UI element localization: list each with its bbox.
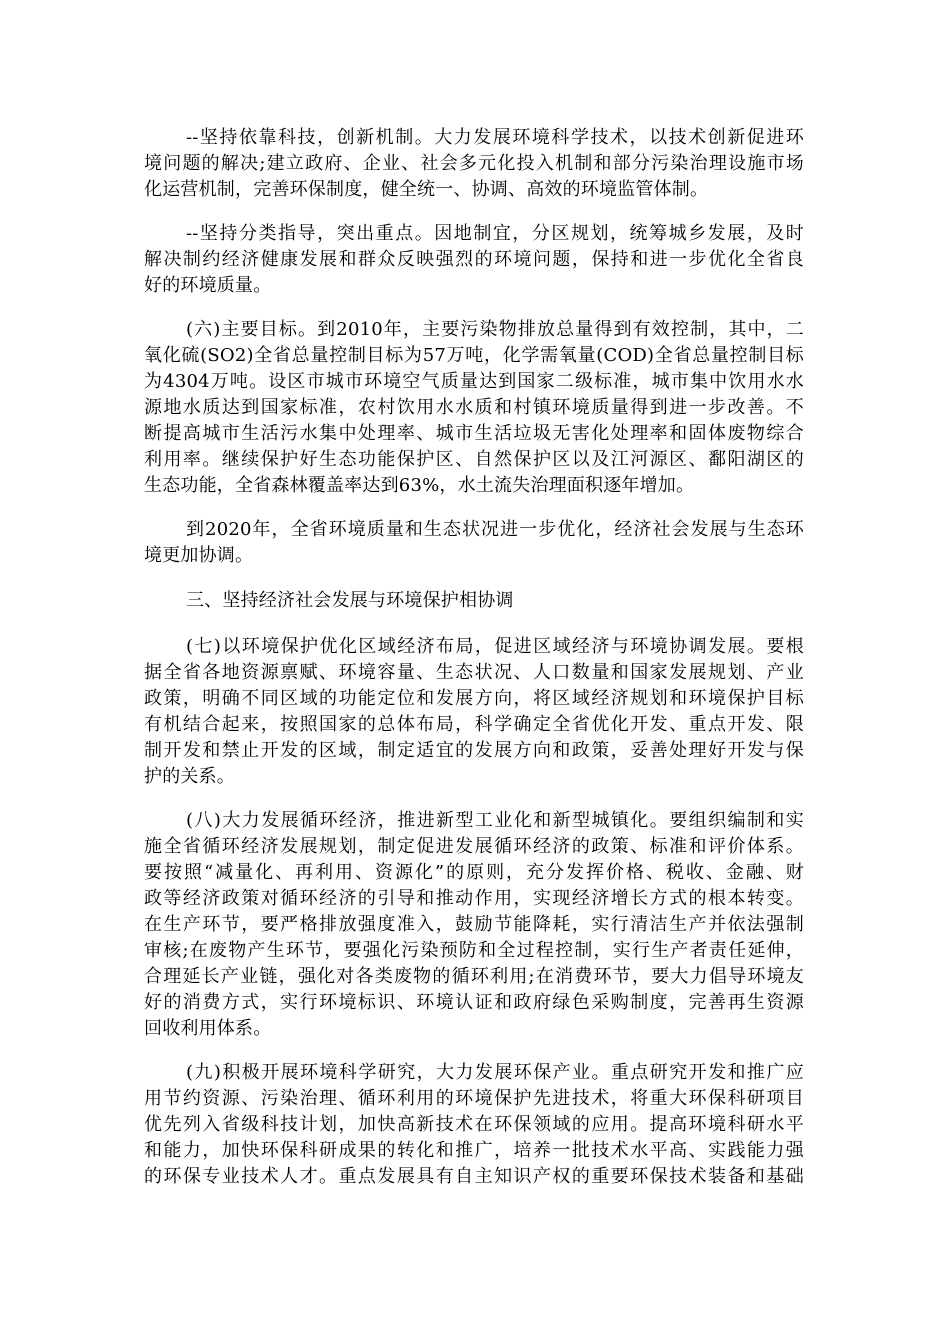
text-line: 在生产环节，要严格排放强度准入，鼓励节能降耗，实行清洁生产并依法强制: [144, 914, 804, 935]
text-line: 用节约资源、污染治理、循环利用的环境保护先进技术，将重大环保科研项目: [144, 1088, 804, 1109]
paragraph-classified-guidance: [144, 221, 804, 299]
text-line: 政策，明确不同区域的功能定位和发展方向，将区域经济规划和环境保护目标: [144, 688, 804, 709]
text-line: --坚持依靠科技，创新机制。大力发展环境科学技术，以技术创新促进环: [186, 127, 804, 148]
text-line: 断提高城市生活污水集中处理率、城市生活垃圾无害化处理率和固体废物综合: [144, 423, 804, 444]
section-title: 三、坚持经济社会发展与环境保护相协调: [186, 590, 514, 611]
text-line: 护的关系。: [144, 766, 235, 787]
text-line: 要按照“减量化、再利用、资源化”的原则，充分发挥价格、税收、金融、财: [144, 862, 804, 883]
text-line: (九)积极开展环境科学研究，大力发展环保产业。重点研究开发和推广应: [186, 1062, 804, 1083]
text-line: --坚持分类指导，突出重点。因地制宜，分区规划，统筹城乡发展，及时: [186, 223, 804, 244]
text-line: 解决制约经济健康发展和群众反映强烈的环境问题，保持和进一步优化全省良: [144, 249, 804, 270]
text-line: 境问题的解决;建立政府、企业、社会多元化投入机制和部分污染治理设施市场: [144, 153, 804, 174]
text-line: (八)大力发展循环经济，推进新型工业化和新型城镇化。要组织编制和实: [186, 810, 804, 831]
text-line: 好的消费方式，实行环境标识、环境认证和政府绿色采购制度，完善再生资源: [144, 992, 804, 1013]
text-line: 为4304万吨。设区市城市环境空气质量达到国家二级标准，城市集中饮用水水: [144, 371, 804, 392]
text-line: 的环保专业技术人才。重点发展具有自主知识产权的重要环保技术装备和基础: [144, 1166, 804, 1187]
text-line: 回收利用体系。: [144, 1018, 272, 1039]
paragraph-circular-economy: [144, 808, 804, 1042]
section-heading-3: [144, 588, 804, 614]
text-line: 有机结合起来，按照国家的总体布局，科学确定全省优化开发、重点开发、限: [144, 714, 804, 735]
text-line: 制开发和禁止开发的区域，制定适宜的发展方向和政策，妥善处理好开发与保: [144, 740, 804, 761]
text-line: 合理延长产业链，强化对各类废物的循环利用;在消费环节，要大力倡导环境友: [144, 966, 804, 987]
text-line: 施全省循环经济发展规划，制定促进发展循环经济的政策、标准和评价体系。: [144, 836, 804, 857]
paragraph-tech-innovation: [144, 125, 804, 203]
text-line: 境更加协调。: [144, 545, 254, 566]
text-line: 政等经济政策对循环经济的引导和推动作用，实现经济增长方式的根本转变。: [144, 888, 804, 909]
paragraph-2020-goal: [144, 517, 804, 569]
text-line: 氧化硫(SO2)全省总量控制目标为57万吨，化学需氧量(COD)全省总量控制目标: [144, 345, 804, 366]
text-line: 优先列入省级科技计划，加快高新技术在环保领域的应用。提高环境科研水平: [144, 1114, 804, 1135]
text-line: 利用率。继续保护好生态功能保护区、自然保护区以及江河源区、鄱阳湖区的: [144, 449, 804, 470]
text-line: 据全省各地资源禀赋、环境容量、生态状况、人口数量和国家发展规划、产业: [144, 662, 804, 683]
paragraph-main-goals: [144, 317, 804, 499]
text-line: 化运营机制，完善环保制度，健全统一、协调、高效的环境监管体制。: [144, 179, 709, 200]
text-line: 源地水质达到国家标准，农村饮用水水质和村镇环境质量得到进一步改善。不: [144, 397, 804, 418]
paragraph-env-research: [144, 1060, 804, 1190]
text-line: (六)主要目标。到2010年，主要污染物排放总量得到有效控制，其中，二: [186, 319, 804, 340]
text-line: 和能力，加快环保科研成果的转化和推广，培养一批技术水平高、实践能力强: [144, 1140, 804, 1161]
text-line: (七)以环境保护优化区域经济布局，促进区域经济与环境协调发展。要根: [186, 636, 804, 657]
paragraph-regional-layout: [144, 634, 804, 790]
text-line: 好的环境质量。: [144, 275, 272, 296]
text-line: 到2020年，全省环境质量和生态状况进一步优化，经济社会发展与生态环: [186, 519, 804, 540]
text-line: 审核;在废物产生环节，要强化污染预防和全过程控制，实行生产者责任延伸，: [144, 940, 804, 961]
text-line: 生态功能，全省森林覆盖率达到63%，水土流失治理面积逐年增加。: [144, 475, 695, 496]
